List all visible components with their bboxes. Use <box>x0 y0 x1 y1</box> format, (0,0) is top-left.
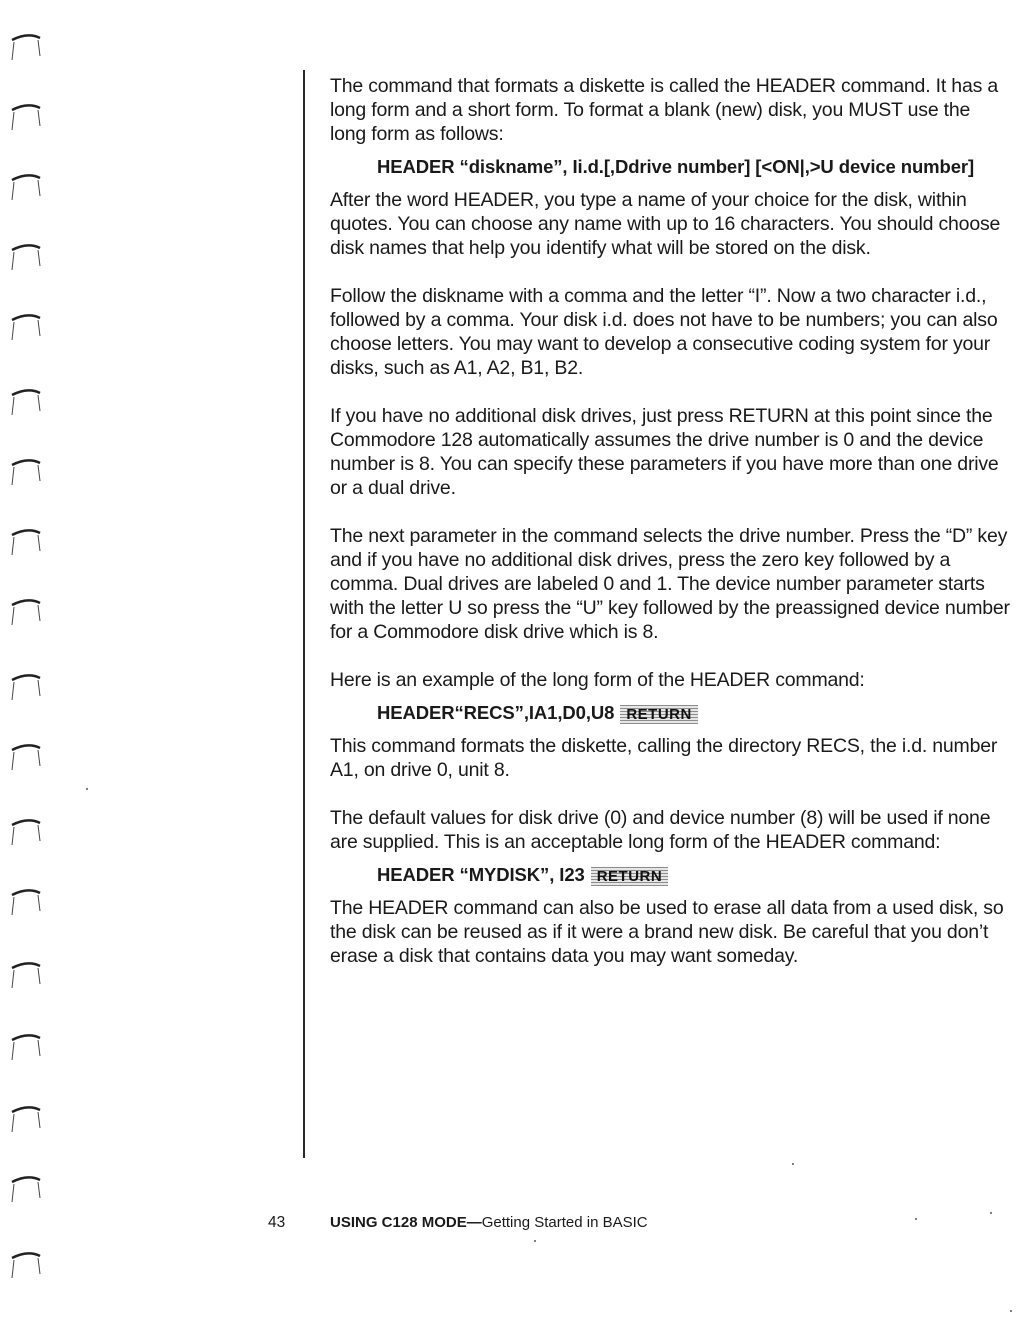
binder-hole-icon <box>8 1248 42 1288</box>
footer-title-rest: Getting Started in BASIC <box>481 1214 648 1231</box>
paragraph-example-intro: Here is an example of the long form of the HEADER command: <box>330 669 865 691</box>
paragraph-id: Follow the diskname with a comma and the letter “I”. Now a two character i.d., followed by a comma. Your disk i.d. does not have to be numbers; you can also choose letters. You may want to develop a consecutive coding system for your disks, such as A1, A2, B1, B2. <box>330 285 998 379</box>
binder-hole-icon <box>8 240 42 280</box>
binder-hole-icon <box>8 885 42 925</box>
binder-hole-icon <box>8 100 42 140</box>
binder-hole-icon <box>8 1030 42 1070</box>
command-text: HEADER “MYDISK”, I23 <box>377 864 585 885</box>
binder-hole-icon <box>8 30 42 70</box>
return-key-icon: RETURN <box>591 867 669 886</box>
return-key-icon: RETURN <box>620 705 698 724</box>
binder-hole-icon <box>8 525 42 565</box>
binder-hole-icon <box>8 815 42 855</box>
command-text: HEADER“RECS”,IA1,D0,U8 <box>377 702 615 723</box>
scan-speck <box>1010 1310 1012 1312</box>
scan-speck <box>86 788 88 790</box>
binder-hole-icon <box>8 958 42 998</box>
binder-hole-icon <box>8 455 42 495</box>
binder-hole-icon <box>8 385 42 425</box>
paragraph-example-explain: This command formats the diskette, calling the directory RECS, the i.d. number A1, on drive 0, unit 8. <box>330 735 998 781</box>
binder-hole-icon <box>8 670 42 710</box>
page-number: 43 <box>268 1214 286 1231</box>
footer-title-bold: USING C128 MODE— <box>330 1214 482 1231</box>
scan-speck <box>792 1163 794 1165</box>
margin-rule <box>303 70 305 1158</box>
running-footer <box>330 1214 648 1231</box>
binder-hole-icon <box>8 1102 42 1142</box>
scan-speck <box>534 1240 536 1242</box>
paragraph-drive-number: The next parameter in the command selects the drive number. Press the “D” key and if you have no additional disk drives, press the zero key followed by a comma. Dual drives are labeled 0 and 1. The device number parameter starts with the letter U so press the “U” key followed by the preassigned device number for a Commodore disk drive which is 8. <box>330 525 1010 643</box>
binder-hole-icon <box>8 310 42 350</box>
paragraph-defaults: If you have no additional disk drives, just press RETURN at this point since the Commodore 128 automatically assumes the drive number is 0 and the device number is 8. You can specify these parameters if you have more than one drive or a dual drive. <box>330 405 999 499</box>
page-body <box>330 74 1010 992</box>
paragraph-intro: The command that formats a diskette is called the HEADER command. It has a long form and a short form. To format a blank (new) disk, you MUST use the long form as follows: <box>330 75 998 145</box>
command-example-recs <box>377 700 1010 726</box>
paragraph-default-values: The default values for disk drive (0) and device number (8) will be used if none are supplied. This is an acceptable long form of the HEADER command: <box>330 807 991 853</box>
binder-hole-icon <box>8 740 42 780</box>
binder-hole-icon <box>8 170 42 210</box>
paragraph-diskname: After the word HEADER, you type a name of your choice for the disk, within quotes. You can choose any name with up to 16 characters. You should choose disk names that help you identify what will be stored on the disk. <box>330 189 1001 259</box>
scan-speck <box>915 1218 917 1220</box>
binder-hole-icon <box>8 595 42 635</box>
binder-hole-icon <box>8 1172 42 1212</box>
command-syntax-long-form: HEADER “diskname”, Ii.d.[,Ddrive number] [<ON|,>U device number] <box>377 156 975 177</box>
paragraph-erase: The HEADER command can also be used to erase all data from a used disk, so the disk can be reused as if it were a brand new disk. Be careful that you don’t erase a disk that contains data you may want someday. <box>330 897 1004 967</box>
scan-speck <box>990 1212 992 1214</box>
command-example-mydisk <box>377 862 1010 888</box>
